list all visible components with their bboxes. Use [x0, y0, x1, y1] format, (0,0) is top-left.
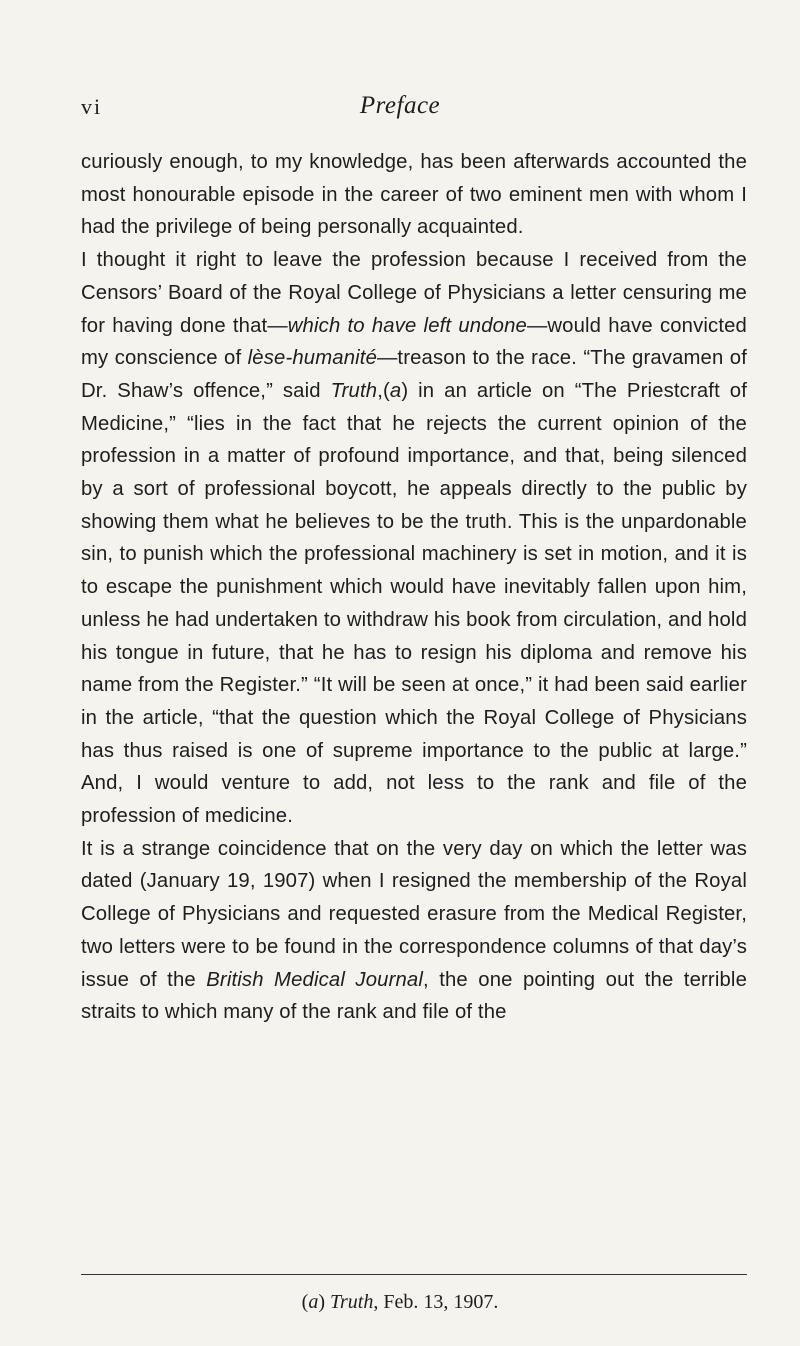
- paragraph-2-italic-phrase: which to have left undone: [287, 314, 527, 337]
- running-head: Preface: [359, 92, 441, 119]
- body-text: [81, 146, 747, 1029]
- paragraph-1: [81, 146, 747, 244]
- paragraph-1-text: curiously enough, to my knowledge, has been afterwards accounted the most honourable episode in the career of two eminent men with whom I had the privilege of being personally acquainted.: [81, 151, 747, 239]
- paragraph-3-journal-title: British Medical Journal: [206, 968, 423, 991]
- footnote-source: Truth: [329, 1291, 374, 1313]
- paragraph-2-text-i: ) in an article on “The Priestcraft of Medicine,” “lies in the fact that he rejects the current opinion of the profession in a matter of profound importance, and that, being silenced by a sort of professional boycott, he appeals directly to the public by showing them what he believes to be the truth. This is the unpardonable sin, to punish which the professional machinery is set in motion, and it is to escape the punishment which would have inevitably fallen upon him, unless he had undertaken to withdraw his book from circulation, and hold his tongue in future, that he has to resign his diploma and remove his name from the Register.” “It will be seen at once,” it had been said earlier in the article, “that the question which the Royal College of Physicians has thus raised is one of supreme importance to the public at large.” And, I would venture to add, not less to the rank and file of the profession of medicine.: [81, 379, 747, 828]
- footnote: [0, 1291, 800, 1314]
- footnote-reference: a: [389, 379, 402, 402]
- paragraph-2-text-a: I thought it right to leave the profession because I received from the Censors’ Board of the Royal College of Physicians a letter censuring me for having done that—: [81, 249, 747, 337]
- paragraph-2-text-e: —treason to the race. “The gravamen of Dr. Shaw’s offence,” said: [81, 347, 747, 402]
- footnote-mark-close: ): [318, 1291, 330, 1313]
- paragraph-2-source-title: Truth: [330, 379, 378, 402]
- paragraph-3-text-a: It is a strange coincidence that on the very day on which the letter was dated (January 19, 1907) when I resigned the membership of the Royal College of Physicians and requested erasure from the Medical Register, two letters were to be found in the correspondence columns of that day’s issue of the: [81, 837, 747, 991]
- paragraph-3-text-c: , the one pointing out the terrible straits to which many of the rank and file of the: [81, 968, 747, 1024]
- paragraph-2: [81, 244, 747, 833]
- page-number: vi: [81, 94, 103, 119]
- footnote-mark-open: (: [301, 1291, 309, 1313]
- paragraph-3: [81, 833, 747, 1029]
- footnote-mark: a: [308, 1291, 319, 1313]
- paragraph-2-text-g: ,(: [377, 379, 390, 402]
- paragraph-2-text-c: —would have convicted my conscience of: [81, 314, 747, 370]
- footnote-date: , Feb. 13, 1907.: [373, 1291, 499, 1313]
- footnote-divider: [81, 1274, 747, 1275]
- paragraph-2-italic-term: lèse-humanité: [247, 347, 377, 370]
- page-header: [0, 92, 800, 132]
